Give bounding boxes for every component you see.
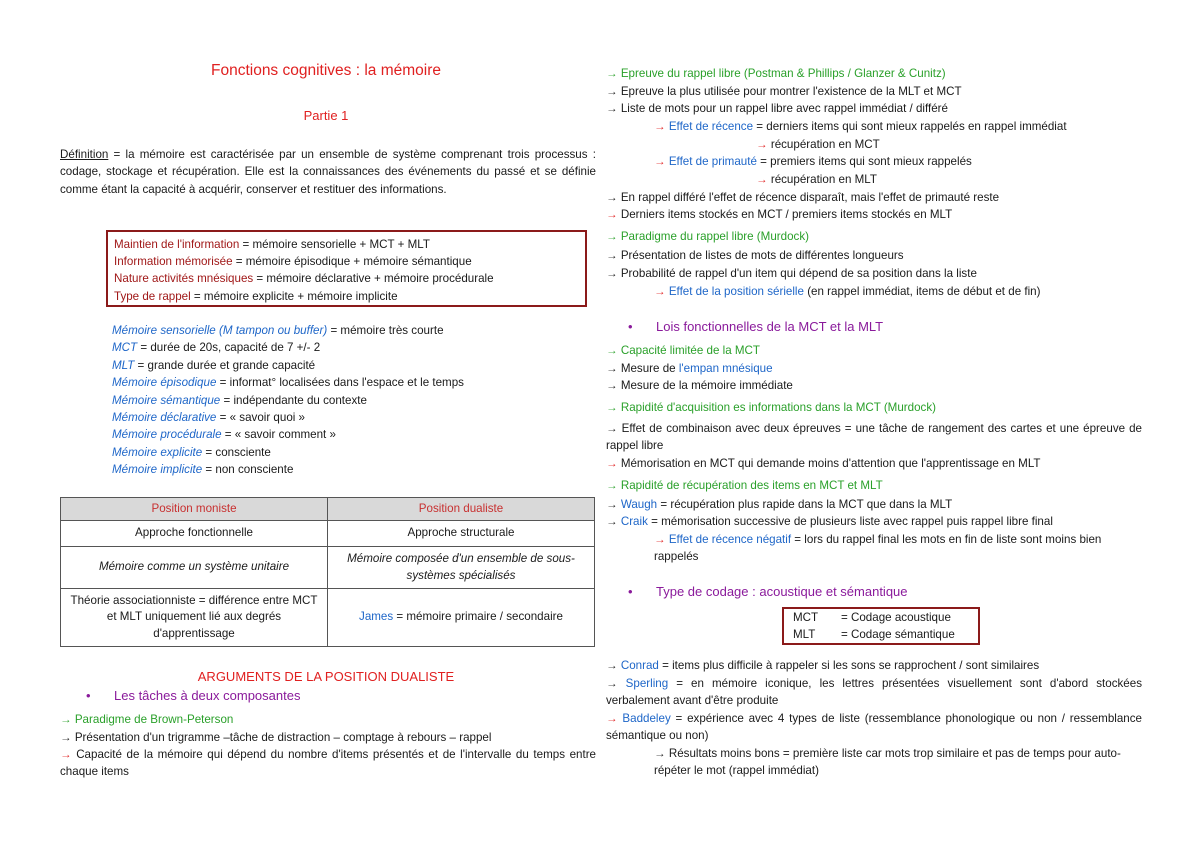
part-title: Partie 1 [303, 108, 349, 123]
memory-classification-box [106, 230, 587, 307]
epreuve-line-1: → Epreuve la plus utilisée pour montrer l'existence de la MLT et MCT [606, 85, 962, 98]
memory-types-list [112, 322, 464, 479]
table-cell: Mémoire composée d'un ensemble de sous-systèmes spécialisés [328, 547, 595, 589]
list-item: Mémoire procédurale = « savoir comment » [112, 428, 336, 442]
capacite-mct-heading: → Capacité limitée de la MCT [606, 344, 761, 357]
murdock-heading: → Paradigme du rappel libre (Murdock) [606, 230, 809, 243]
table-cell: Approche structurale [328, 521, 595, 547]
positions-table [60, 497, 595, 647]
bullet-codage: • Type de codage : acoustique et sémantique [628, 584, 908, 599]
codage-box [782, 607, 980, 645]
probabilite-line: → Probabilité de rappel d'un item qui dépend de sa position dans la liste [606, 267, 977, 280]
resultats-line: → Résultats moins bons = première liste car mots trop similaire et pas de temps pour auto-répéter le mot (rappel immédiat) [654, 747, 1121, 777]
rapidite-acq-heading: → Rapidité d'acquisition es informations dans la MCT (Murdock) [606, 401, 936, 414]
serielle-line: → Effet de la position sérielle (en rappel immédiat, items de début et de fin) [654, 285, 1041, 298]
primaute-line: → Effet de primauté = premiers items qui sont mieux rappelés [654, 155, 972, 168]
table-cell: Approche fonctionnelle [61, 521, 328, 547]
list-item: Mémoire épisodique = informat° localisées dans l'espace et le temps [112, 376, 464, 390]
table-cell: Théorie associationniste = différence entre MCT et MLT uniquement lié aux degrés d'apprentissage [61, 589, 328, 647]
conrad-line: → Conrad = items plus difficile à rappeler si les sons se rapprochent / sont similaires [606, 659, 1040, 672]
capacite-line: → Capacité de la mémoire qui dépend du nombre d'items présentés et de l'intervalle du temps entre chaque items [60, 748, 596, 778]
derniers-line: → Derniers items stockés en MCT / premiers items stockés en MLT [606, 208, 953, 221]
craik-line: → Craik = mémorisation successive de plusieurs liste avec rappel puis rappel libre final [606, 515, 1053, 528]
table-cell: James = mémoire primaire / secondaire [328, 589, 595, 647]
box-line: Maintien de l'information = mémoire sensorielle + MCT + MLT [114, 238, 430, 251]
recence-line: → Effet de récence = derniers items qui sont mieux rappelés en rappel immédiat [654, 120, 1067, 133]
box-line: Nature activités mnésiques = mémoire déclarative + mémoire procédurale [114, 272, 494, 286]
recup-mct-line: → récupération en MCT [756, 138, 880, 151]
header-dualiste: Position dualiste [328, 498, 595, 521]
list-item: Mémoire sensorielle (M tampon ou buffer) = mémoire très courte [112, 324, 444, 337]
mesure-line: → Mesure de la mémoire immédiate [606, 379, 793, 392]
table-row [61, 521, 595, 547]
empan-line: → Mesure de l'empan mnésique [606, 362, 773, 375]
brown-peterson-line: → Paradigme de Brown-Peterson [60, 713, 234, 726]
list-item: Mémoire explicite = consciente [112, 445, 271, 459]
list-item: Mémoire déclarative = « savoir quoi » [112, 411, 306, 425]
table-header-row [61, 498, 595, 521]
codage-row: MCT = Codage acoustique [793, 611, 951, 624]
sperling-line: → Sperling = en mémoire iconique, les lettres présentées visuellement sont d'abord stockées verbalement avant d'être produite [606, 677, 1142, 707]
presentation-line: → Présentation de listes de mots de différentes longueurs [606, 249, 904, 262]
epreuve-line-2: → Liste de mots pour un rappel libre avec rappel immédiat / différé [606, 102, 948, 115]
table-row [61, 547, 595, 589]
waugh-line: → Waugh = récupération plus rapide dans la MCT que dans la MLT [606, 498, 953, 511]
rapidite-recup-heading: → Rapidité de récupération des items en MCT et MLT [606, 479, 883, 492]
epreuve-heading: → Epreuve du rappel libre (Postman & Phillips / Glanzer & Cunitz) [606, 67, 946, 80]
page-title: Fonctions cognitives : la mémoire [210, 62, 441, 79]
box-line: Information mémorisée = mémoire épisodique + mémoire sémantique [114, 255, 472, 269]
baddeley-line: → Baddeley = expérience avec 4 types de liste (ressemblance phonologique ou non / ressemblance sémantique ou non) [606, 712, 1142, 742]
list-item: Mémoire sémantique = indépendante du contexte [112, 393, 367, 407]
codage-row: MLT = Codage sémantique [793, 627, 955, 641]
bullet-lois: • Lois fonctionnelles de la MCT et la MLT [628, 319, 884, 334]
recence-negatif-line: → Effet de récence négatif = lors du rappel final les mots en fin de liste sont moins bien rappelés [654, 533, 1102, 563]
definition-text: = la mémoire est caractérisée par un ensemble de système comprenant trois processus : codage, stockage et récupération. Elle est la connaissances des événements du passé et se définie comme étant la capacité à acquérir, conserver et restituer des informations. [60, 148, 596, 196]
table-cell: Mémoire comme un système unitaire [61, 547, 328, 589]
header-moniste: Position moniste [61, 498, 328, 521]
arguments-heading: ARGUMENTS DE LA POSITION DUALISTE [197, 669, 455, 684]
definition-paragraph [60, 146, 596, 198]
list-item: MLT = grande durée et grande capacité [112, 358, 316, 372]
trigramme-line: → Présentation d'un trigramme –tâche de distraction – comptage à rebours – rappel [60, 731, 492, 744]
combinaison-line: → Effet de combinaison avec deux épreuves = une tâche de rangement des cartes et une épreuve de rappel libre [606, 422, 1142, 452]
box-line: Type de rappel = mémoire explicite + mémoire implicite [114, 289, 398, 303]
list-item: MCT = durée de 20s, capacité de 7 +/- 2 [112, 341, 321, 355]
table-row [61, 589, 595, 647]
differe-line: → En rappel différé l'effet de récence disparaît, mais l'effet de primauté reste [606, 191, 1000, 204]
recup-mlt-line: → récupération en MLT [756, 173, 877, 186]
bullet-taches: • Les tâches à deux composantes [86, 688, 301, 703]
definition-label: Définition [60, 148, 109, 161]
list-item: Mémoire implicite = non consciente [112, 463, 294, 477]
memorisation-line: → Mémorisation en MCT qui demande moins d'attention que l'apprentissage en MLT [606, 457, 1041, 470]
